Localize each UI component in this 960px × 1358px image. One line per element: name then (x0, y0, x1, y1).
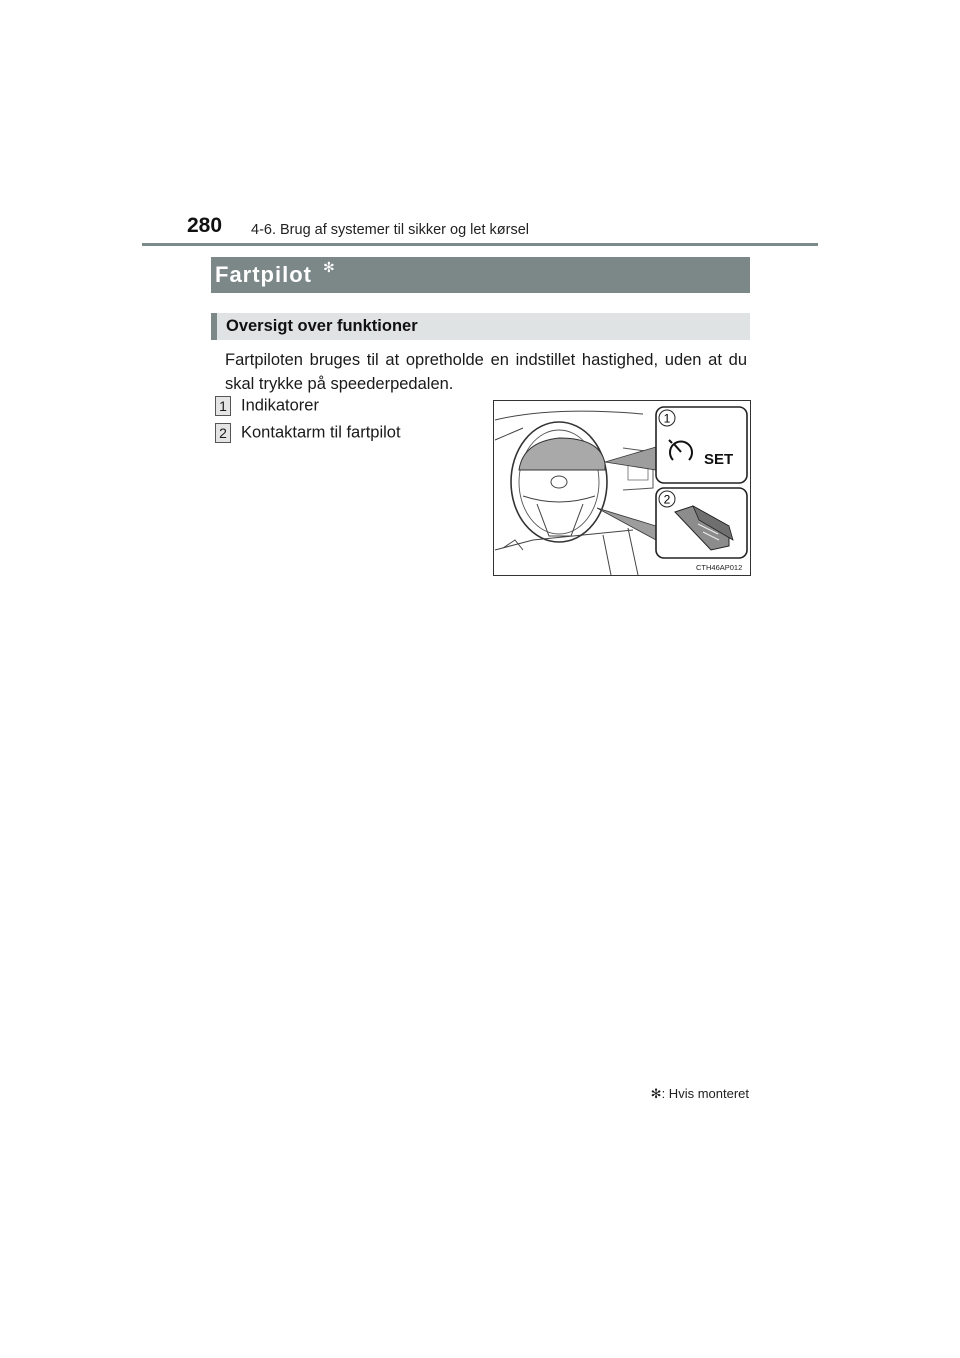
item-number-badge: 2 (215, 423, 231, 443)
list-item (215, 396, 319, 416)
item-label: Kontaktarm til fartpilot (241, 423, 401, 442)
callout-number: 2 (663, 492, 671, 507)
subheading-accent (211, 313, 217, 340)
page-title: Fartpilot (215, 262, 312, 287)
cruise-control-illustration (493, 400, 751, 576)
section-header: 4-6. Brug af systemer til sikker og let kørsel (251, 222, 529, 238)
list-item (215, 423, 401, 443)
item-label: Indikatorer (241, 396, 319, 415)
header-rule (142, 243, 818, 246)
set-indicator: SET (704, 451, 734, 468)
item-number-badge: 1 (215, 396, 231, 416)
figure-code: CTH46AP012 (696, 563, 743, 572)
footnote-asterisk: ✻ (650, 1086, 662, 1101)
title-bar (211, 257, 750, 293)
page-number: 280 (187, 214, 223, 237)
footnote-text: : Hvis monteret (661, 1086, 749, 1101)
subheading: Oversigt over funktioner (226, 317, 418, 335)
callout-number: 1 (663, 411, 671, 426)
title-asterisk: ✻ (323, 259, 335, 275)
footnote (651, 1086, 749, 1102)
intro-paragraph: Fartpiloten bruges til at opretholde en indstillet hastighed, uden at du skal trykke på speederpedalen. (225, 351, 747, 393)
subheading-bar (211, 313, 750, 340)
